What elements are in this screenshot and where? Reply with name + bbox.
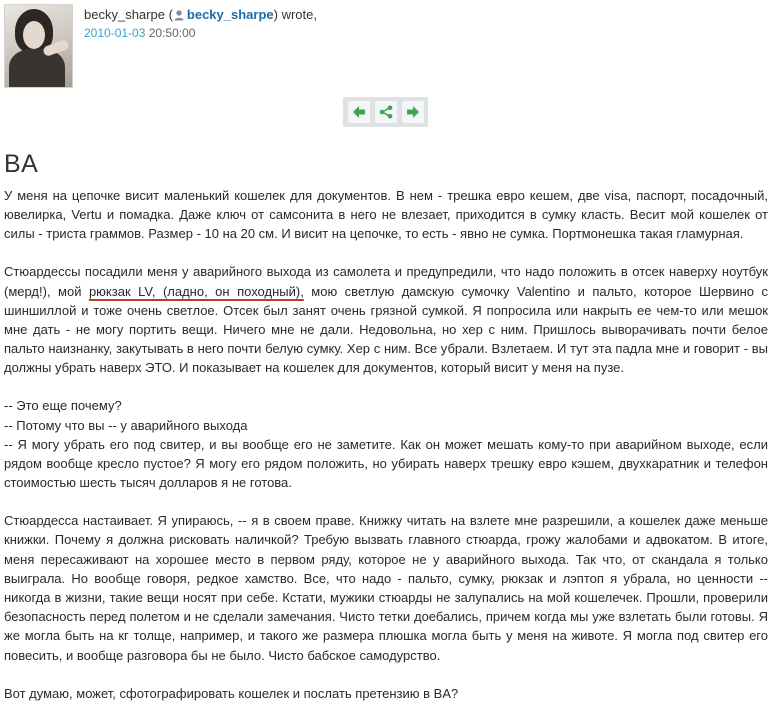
author-link[interactable]: becky_sharpe <box>186 7 274 22</box>
avatar-face <box>23 21 45 49</box>
post-body <box>4 186 768 722</box>
post-navigation <box>343 97 428 127</box>
post-header <box>4 4 764 88</box>
share-button[interactable] <box>375 101 397 123</box>
paragraph-1: У меня на цепочке висит маленький кошелек для документов. В нем - трешка евро кешем, две visa, паспорт, посадочный, ювелирка, Vertu и помадка. Даже ключ от самсонита в него не влезает, приходится в сумку класть. Весит мой кошелек от силы - триста граммов. Размер - 10 на 20 см. И висит на цепочке, то есть - явно не сумка. Портмонешка такая гламурная. <box>4 188 768 242</box>
arrow-left-icon <box>352 105 366 119</box>
author-label: becky_sharpe <box>84 7 165 22</box>
dialogue-line-1: -- Это еще почему? <box>4 398 122 414</box>
post-datetime <box>84 26 195 40</box>
share-icon <box>379 105 393 119</box>
post-title: BA <box>4 150 39 178</box>
next-post-button[interactable] <box>402 101 424 123</box>
avatar[interactable] <box>4 4 73 88</box>
underlined-phrase: рюкзак LV, (ладно, он походный), <box>88 283 304 299</box>
dialogue-line-3: -- Я могу убрать его под свитер, и вы вообще его не заметите. Как он может мешать кому-то при аварийном выходе, если рядом вообще кресло пустое? Я могу его рядом положить, но убирать наверх трешку евро кэшем, двухкаратник и телефон стоимостью шесть тысяч долларов я не готова. <box>4 436 768 491</box>
post-time: 20:50:00 <box>148 26 196 40</box>
paragraph-4: Стюардесса настаивает. Я упираюсь, -- я в своем праве. Книжку читать на взлете мне разрешили, а кошелек даже меньше книжки. Почему я должна рисковать наличкой? Требую вызвать главного стюарда, грожу жалобами и адвокатом. В итоге, меня пересаживают на хорошее место в первом ряду, которое не у аварийного выхода. Так что, от скандала я только выиграла. Но вообще говоря, редкое хамство. Все, что надо - пальто, сумку, рюкзак и лэптоп я убрала, но ценности -- никогда в жизни, такие вещи носят при себе. Кстати, мужики стюарды не залупались на мой кошелечек. Прошли, проверили безопасность перед полетом и не сделали замечания. Чисто тетки доебались, причем когда мы уже взлетать были готовы. Я же могла быть на кг толще, например, и такого же размера плюшка могла быть у меня на животе. Я могла под свитер его повесить, и вообще разговора бы не было. Чисто бабское самодурство. <box>4 513 768 663</box>
user-icon[interactable] <box>173 9 185 21</box>
dialogue-line-2: -- Потому что вы -- у аварийного выхода <box>4 417 248 433</box>
prev-post-button[interactable] <box>348 101 370 123</box>
dialogue <box>4 396 768 492</box>
paragraph-2-start: Стюардессы посадили меня у аварийного выхода из самолета и предупредили, что надо положить в отсек наверху ноутбук (мерд!), мой <box>4 264 768 299</box>
wrote-label: wrote, <box>281 7 317 22</box>
arrow-right-icon <box>406 105 420 119</box>
paragraph-2-end: мою светлую дамскую сумочку Valentino и пальто, которое Шервино с шиншиллой и тоже очень светлое. Отсек был занят очень грязной сумкой. Я попросила или накрыть ее чем-то или мешок мне дать - не могу портить вещи. Ничего мне не дали. Недовольна, но хер с ним. Пришлось выворачивать почти белое пальто наизнанку, закутывать в него почти белую сумку. Хер с ним. Все убрали. Взлетаем. И тут эта падла мне и говорит - вы должны убрать наверх ЭТО. И показывает на кошелек для документов, который висит у меня на пузе. <box>4 283 768 376</box>
paragraph-5: Вот думаю, может, сфотографировать кошелек и послать претензию в BA? <box>4 685 459 701</box>
avatar-body <box>9 49 65 88</box>
paragraph-2 <box>4 262 768 377</box>
byline: becky_sharpe ( becky_sharpe) wrote, <box>84 7 317 22</box>
post-date[interactable]: 2010-01-03 <box>84 26 146 40</box>
